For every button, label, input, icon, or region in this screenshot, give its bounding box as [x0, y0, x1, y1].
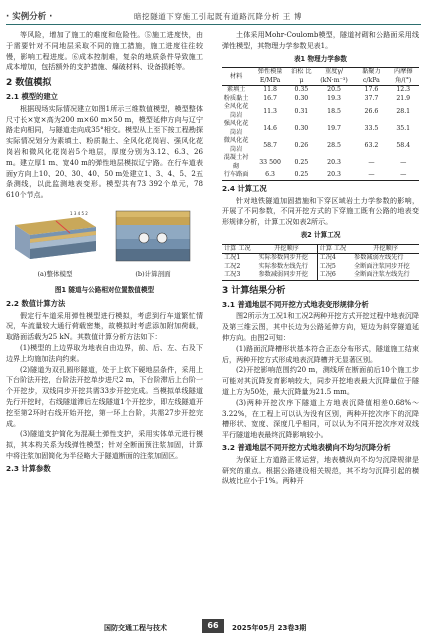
- svg-text:1 3 4 5 2: 1 3 4 5 2: [70, 210, 88, 216]
- t1-cell: —: [400, 158, 407, 166]
- t1-cell: 全风化花岗岩: [223, 103, 249, 119]
- t2-cell: 全断面注浆同步开挖: [354, 262, 410, 270]
- heading-calc-method: 2.2 数值计算方法: [6, 298, 66, 308]
- calc-paragraph-2: (1)模型的上边界取为地表自由边界，前、后、左、右及下边界上均施加法向约束。: [6, 342, 203, 363]
- t1-cell: 粉质黏土: [223, 94, 249, 102]
- heading-results: 3 计算结果分析: [222, 285, 286, 296]
- table-1-row: [222, 137, 419, 154]
- calculation-section-image: [108, 205, 198, 267]
- page-footer: [0, 617, 427, 639]
- table-1: [222, 67, 419, 181]
- t1-cell: 12.3: [396, 86, 411, 94]
- model-paragraph: 根据现场实际情况建立如图1所示三维数值模型，模型整体尺寸长×宽×高为200 m×60 m×50 m，模型延伸方向与辽宁路走向相同，与隧道走向成35°相交。模型从上至下按工程勘探实际情况划分为素填土、粉质黏土、全风化花岗岩、强风化花岗岩和微风化花岗岩5个地层，厚度分别为3.12、6.3、26 m。建立厚1 m、宽40 m的弹性地层模拟辽宁路。在行车道表面y方向上10、20、30、40、50 m处建立1、3、4、5、2五条测线，以此监测地表变形。模型共有73 392个单元，78 610个节点。: [6, 103, 203, 200]
- calc-paragraph-4: (3)隧道支护简化为混凝土弹性支护，采用实体单元进行模拟，其本构关系为线弹性模型；针对全断面预注浆加固，计算中将注浆加固简化为半径略大于隧道断面的注浆加固区。: [6, 429, 203, 460]
- t1-cell: 14.6: [263, 124, 277, 132]
- t1-cell: 0.31: [294, 107, 309, 115]
- t1-cell: 0.30: [294, 124, 309, 132]
- t1-cell: 28.5: [327, 141, 341, 149]
- t2-header: 开挖顺序: [352, 244, 419, 254]
- results-paragraph-5: 为保证上方道路正常运营，地表横纵向不均匀沉降规律是研究的重点。根据公路建设相关规范，其不均匀沉降引起的横纵坡比应小于1%。两种开: [222, 454, 419, 486]
- t2-cell: 工况1: [224, 254, 241, 262]
- t1-cell: 6.3: [250, 171, 290, 180]
- table-2-title: 表2 计算工况: [300, 231, 341, 240]
- table-1-title: 表1 物理力学参数: [293, 54, 348, 63]
- results-paragraph-4: (3)两种开挖次序下隧道上方地表沉降值相差0.68%～3.22%，在工程上可以认为没有区别，两种开挖次序下的沉降槽形状、宽度、深度几乎相同，可以认为不同开挖次序对双线平行隧道地表最终沉降影响较小。: [222, 397, 419, 440]
- t1-cell: 微风化花岗岩: [223, 137, 249, 153]
- t2-cell: 实际参数同步开挖: [256, 254, 317, 263]
- t1-cell: 行车路面: [223, 171, 249, 179]
- heading-model-building: 2.1 模型的建立: [6, 91, 58, 101]
- t2-cell: 工况5: [319, 262, 336, 270]
- t1-cell: 20.3: [313, 171, 356, 180]
- t1-cell: 37.7: [364, 94, 379, 102]
- t1-cell: 63.2: [364, 141, 379, 149]
- t1-header: 弹性模量 E/MPa: [250, 68, 290, 86]
- t1-cell: 0.25: [294, 158, 309, 166]
- t2-cell: 工况6: [319, 271, 336, 279]
- table-1-row: [222, 154, 419, 171]
- params-paragraph: 土体采用Mohr-Coulomb模型，隧道衬砌和公路面采用线弹性模型，其物理力学参数见表1。: [222, 30, 419, 50]
- heading-results-3-2: 3.2 普通地层不同开挖方式地表横向不均匀沉降分析: [222, 443, 391, 453]
- t1-cell: 0.26: [294, 141, 309, 149]
- t1-cell: —: [355, 171, 387, 180]
- issue-date: 2025年05月 23卷3期: [232, 624, 307, 632]
- t2-cell: 工况4: [319, 254, 336, 262]
- t2-cell: 工况2: [224, 262, 241, 270]
- figure-1a-caption: (a)整体模型: [37, 269, 73, 278]
- left-column: [6, 30, 203, 476]
- t1-cell: 35.1: [396, 124, 411, 132]
- overall-model-image: [10, 205, 100, 267]
- t2-cell: 全断面注浆左线先行: [354, 271, 410, 279]
- t1-cell: 18.5: [327, 107, 341, 115]
- t1-cell: 16.7: [263, 94, 277, 102]
- t1-cell: 19.7: [327, 124, 341, 132]
- t1-cell: 58.4: [396, 141, 411, 149]
- table-1-row: [222, 103, 419, 120]
- t1-cell: 0.35: [294, 86, 309, 94]
- page-number: 66: [202, 619, 224, 633]
- table-1-row: [222, 86, 419, 95]
- table-2-row: [222, 254, 419, 263]
- t1-cell: —: [368, 158, 375, 166]
- t1-cell: 21.9: [396, 94, 411, 102]
- t1-cell: 0.30: [294, 94, 309, 102]
- t1-header: 黏聚力 c/kPa: [355, 68, 387, 86]
- figure-1b-caption: (b)计算剖面: [135, 269, 171, 278]
- table-2-row: [222, 271, 419, 280]
- t1-cell: 混凝土衬砌: [223, 154, 249, 170]
- t1-cell: 26.6: [364, 107, 379, 115]
- page-header: [0, 0, 427, 30]
- t1-header: 内摩擦 角/(°): [387, 68, 419, 86]
- t2-header: 开挖顺序: [256, 244, 317, 254]
- t1-cell: 11.3: [263, 107, 277, 115]
- calc-paragraph-3: (2)隧道为双孔圆形隧道，处于上软下硬地层条件，采用上下台阶法开挖，台阶法开挖单步进尺2 m，下台阶滞后上台阶一个开挖步，双线同步开挖共需33步开挖完成。当模拟单线隧道先行开挖时，右线隧道滞后左线隧道1个开挖步，即左线隧道开挖至第2环时右线开始开挖，第一环上台阶，共需27步开挖完成。: [6, 364, 203, 428]
- table-2: [222, 244, 419, 281]
- results-paragraph-3: (2)开挖影响范围约20 m，测线所在断面前后10个施工步可能对其沉降发育影响较大，同步开挖地表最大沉降量位于隧道上方为50处，最大沉降量为21.5 mm。: [222, 365, 419, 397]
- right-column: [222, 30, 419, 487]
- figure-1: [6, 205, 203, 283]
- t1-cell: 素填土: [226, 86, 246, 94]
- section-tag: · 实例分析 ·: [6, 12, 53, 22]
- t1-header: 泊松 比μ: [291, 68, 312, 84]
- t1-cell: 33.5: [364, 124, 379, 132]
- results-paragraph-2: (1)路面沉降槽形状基本符合正态分布形式，隧道施工结束后，两种开挖方式形成地表沉降槽并无显著区别。: [222, 343, 419, 364]
- t1-cell: 20.5: [327, 86, 341, 94]
- t2-header: 计算 工况: [317, 244, 352, 254]
- table-1-row: [222, 120, 419, 137]
- journal-name: 国防交通工程与技术: [104, 624, 167, 632]
- t1-cell: 20.3: [327, 158, 341, 166]
- calc-paragraph-1: 假定行车道采用弹性模型进行模拟，考虑到行车道繁忙情况，车流量较大通行荷载密集，故模拟时考虑添加附加荷载，取路面活载为25 kN。其数值计算分析方法如下：: [6, 310, 203, 342]
- table-1-row: [222, 95, 419, 104]
- t2-cell: 参数减弱左线先行: [354, 254, 404, 262]
- header-rule: [6, 24, 421, 25]
- table-1-row: [222, 171, 419, 180]
- t1-cell: 17.6: [364, 86, 379, 94]
- results-paragraph-1: 图2所示为工况1和工况2两种开挖方式开挖过程中地表沉降及第三维云图，其中长边为公路延伸方向，短边为斜穿隧道延伸方向。由图2可知：: [222, 311, 419, 343]
- t1-header: 材料: [222, 68, 250, 86]
- t1-cell: 19.3: [327, 94, 341, 102]
- t1-cell: —: [387, 171, 419, 180]
- t2-cell: 工况3: [224, 271, 241, 279]
- t2-header: 计算 工况: [222, 244, 256, 254]
- t1-cell: 33 500: [259, 158, 281, 166]
- t1-header: 重度γ/ (kN·m⁻³): [313, 68, 356, 86]
- running-title: 暗挖隧道下穿施工引起既有道路沉降分析 王 博: [134, 12, 302, 21]
- heading-calc-cases: 2.4 计算工况: [222, 183, 267, 193]
- t1-cell: 11.8: [263, 86, 277, 94]
- t1-cell: 强风化花岗岩: [223, 120, 249, 136]
- intro-paragraph: 等风险，增加了施工的难度和危险性。⑤施工进度快，由于需要针对不同地层采取不同的施工措施，施工进度往往较慢，影响工程进度。⑥成本控制难，复杂的地质条件导致施工成本增加，包括额外的支护措施、爆破材料、设备损耗等。: [6, 30, 203, 72]
- figure-1-caption: 图1 隧道与公路相对位置数值模型: [54, 285, 155, 294]
- heading-numerical-simulation: 2 数值模拟: [6, 78, 52, 89]
- t2-cell: 参数减弱同步开挖: [256, 271, 317, 280]
- heading-calc-params: 2.3 计算参数: [6, 463, 51, 473]
- t2-cell: 实际参数左线先行: [256, 263, 317, 272]
- t1-cell: 58.7: [263, 141, 277, 149]
- cases-paragraph: 针对地铁隧道加固措施和下穿区域岩土力学参数的影响，开展了不同参数，不同开挖方式的下穿施工既有公路的地表变形规律分析，计算工况如表2所示。: [222, 195, 419, 227]
- heading-results-3-1: 3.1 普通地层不同开挖方式地表变形规律分析: [222, 299, 369, 309]
- t1-cell: 28.1: [396, 107, 411, 115]
- t1-cell: 0.25: [290, 171, 313, 180]
